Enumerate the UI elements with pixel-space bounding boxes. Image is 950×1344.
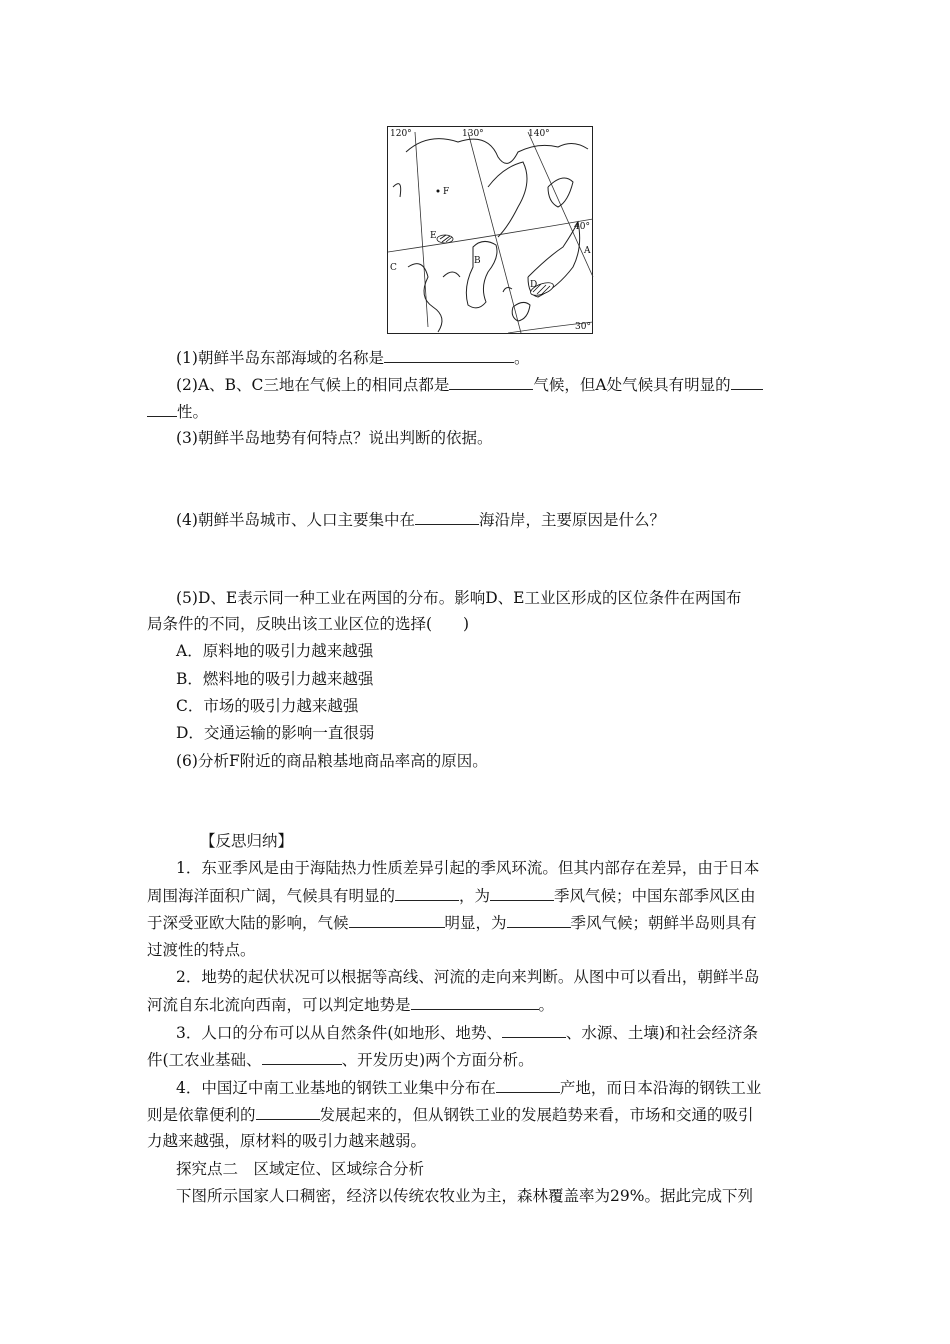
question-1-text: (1)朝鲜半岛东部海域的名称是 bbox=[176, 349, 384, 367]
reflection-p2-line2 bbox=[147, 994, 554, 1015]
answer-blank bbox=[395, 885, 459, 901]
text-span: 发展起来的，但从钢铁工业的发展趋势来看，市场和交通的吸引 bbox=[319, 1106, 754, 1124]
reflection-heading: 【反思归纳】 bbox=[200, 832, 294, 850]
question-2-text: (2)A、B、C三地在气候上的相同点都是 bbox=[176, 376, 450, 394]
answer-blank bbox=[415, 509, 479, 525]
point-label-A: A bbox=[584, 246, 591, 256]
question-3: (3)朝鲜半岛地势有何特点？说出判断的依据。 bbox=[176, 429, 493, 447]
lon-label-140: 140° bbox=[528, 129, 550, 139]
question-2 bbox=[176, 374, 763, 395]
option-c: C．市场的吸引力越来越强 bbox=[176, 697, 359, 715]
section2-title: 探究点二 区域定位、区域综合分析 bbox=[176, 1160, 425, 1178]
question-4-end: 海沿岸，主要原因是什么？ bbox=[478, 511, 665, 529]
reflection-p4-line1 bbox=[176, 1077, 761, 1098]
question-2-text-cont: 气候，但A处气候具有明显的 bbox=[533, 376, 731, 394]
text-span: 明显，为 bbox=[444, 914, 507, 932]
text-span: 4．中国辽中南工业基地的钢铁工业集中分布在 bbox=[176, 1079, 496, 1097]
lat-label-40: 40° bbox=[574, 222, 590, 232]
text-span: 河流自东北流向西南，可以判定地势是 bbox=[147, 996, 411, 1014]
text-span: 于深受亚欧大陆的影响，气候 bbox=[147, 914, 349, 932]
map-figure bbox=[387, 126, 593, 334]
answer-blank bbox=[449, 374, 533, 390]
text-span: 。 bbox=[538, 996, 555, 1014]
question-5-line2: 局条件的不同，反映出该工业区位的选择( ) bbox=[147, 615, 470, 633]
point-label-D: D bbox=[530, 280, 538, 290]
reflection-p1-line2 bbox=[147, 885, 756, 906]
reflection-p4-line3: 力越来越强，原材料的吸引力越来越弱。 bbox=[147, 1132, 427, 1150]
answer-blank bbox=[262, 1049, 342, 1065]
text-span: ，为 bbox=[459, 887, 491, 905]
text-span: 周围海洋面积广阔，气候具有明显的 bbox=[147, 887, 396, 905]
answer-blank bbox=[507, 912, 571, 928]
text-span: 季风气候；朝鲜半岛则具有 bbox=[570, 914, 757, 932]
reflection-p1-line4: 过渡性的特点。 bbox=[147, 941, 256, 959]
reflection-p3-line1 bbox=[176, 1022, 758, 1043]
option-d: D．交通运输的影响一直很弱 bbox=[176, 724, 375, 742]
reflection-p3-line2 bbox=[147, 1049, 534, 1070]
point-label-C: C bbox=[390, 263, 397, 273]
question-5-line1: (5)D、E表示同一种工业在两国的分布。影响D、E工业区形成的区位条件在两国布 bbox=[176, 589, 742, 607]
reflection-p4-line2 bbox=[147, 1104, 754, 1125]
lon-label-130: 130° bbox=[462, 129, 484, 139]
lat-label-30: 30° bbox=[575, 322, 591, 332]
point-label-F: F bbox=[443, 187, 450, 197]
answer-blank bbox=[731, 374, 763, 390]
text-span: 、水源、土壤)和社会经济条 bbox=[565, 1024, 758, 1042]
question-6: (6)分析F附近的商品粮基地商品率高的原因。 bbox=[176, 752, 488, 770]
reflection-p1-line3 bbox=[147, 912, 757, 933]
option-b: B．燃料地的吸引力越来越强 bbox=[176, 670, 374, 688]
question-1 bbox=[176, 347, 529, 368]
answer-blank bbox=[384, 347, 514, 363]
option-a: A．原料地的吸引力越来越强 bbox=[176, 642, 374, 660]
answer-blank bbox=[349, 912, 445, 928]
point-label-E: E bbox=[430, 231, 437, 241]
answer-blank bbox=[147, 401, 177, 417]
answer-blank bbox=[256, 1104, 320, 1120]
answer-blank bbox=[490, 885, 554, 901]
answer-blank bbox=[502, 1022, 566, 1038]
question-2-end: 性。 bbox=[177, 403, 209, 421]
question-2-line2 bbox=[147, 401, 208, 422]
text-span: 件(工农业基础、 bbox=[147, 1051, 262, 1069]
answer-blank bbox=[411, 994, 539, 1010]
lon-label-120: 120° bbox=[390, 129, 412, 139]
reflection-p1-line1: 1．东亚季风是由于海陆热力性质差异引起的季风环流。但其内部存在差异，由于日本 bbox=[176, 859, 760, 877]
text-span: 3．人口的分布可以从自然条件(如地形、地势、 bbox=[176, 1024, 502, 1042]
question-4-text: (4)朝鲜半岛城市、人口主要集中在 bbox=[176, 511, 415, 529]
point-label-B: B bbox=[474, 256, 481, 266]
text-span: 产地，而日本沿海的钢铁工业 bbox=[559, 1079, 762, 1097]
reflection-p2-line1: 2．地势的起伏状况可以根据等高线、河流的走向来判断。从图中可以看出，朝鲜半岛 bbox=[176, 968, 760, 986]
text-span: 则是依靠便利的 bbox=[147, 1106, 256, 1124]
east-asia-map bbox=[388, 127, 594, 335]
section2-intro: 下图所示国家人口稠密，经济以传统农牧业为主，森林覆盖率为29%。据此完成下列 bbox=[176, 1187, 753, 1205]
text-span: 季风气候；中国东部季风区由 bbox=[554, 887, 756, 905]
question-1-end: 。 bbox=[513, 349, 530, 367]
question-4 bbox=[176, 509, 665, 530]
text-span: 、开发历史)两个方面分析。 bbox=[341, 1051, 534, 1069]
answer-blank bbox=[496, 1077, 560, 1093]
